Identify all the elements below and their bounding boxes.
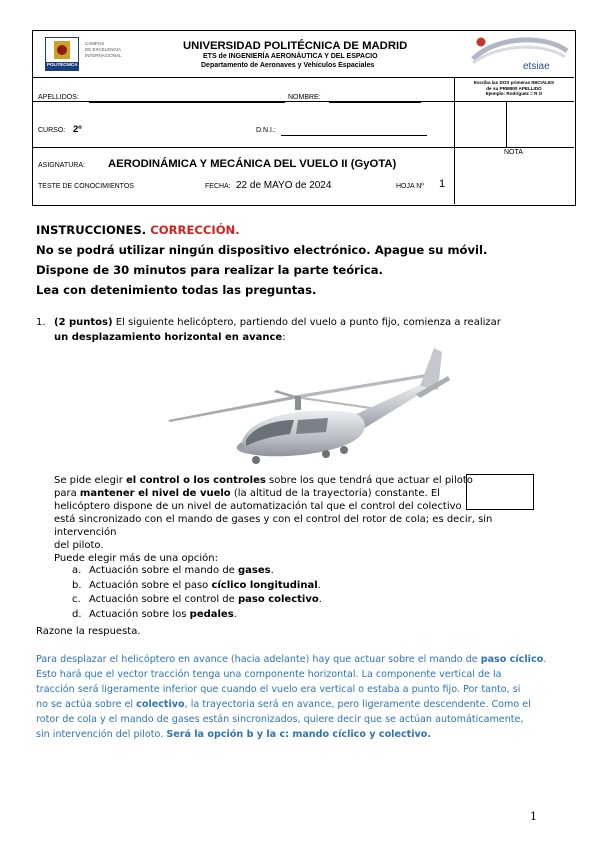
apellidos-field[interactable] (89, 102, 285, 103)
nota-label: NOTA (504, 149, 523, 156)
option-c: c. Actuación sobre el control de paso colectivo. (72, 594, 322, 605)
dni-field[interactable] (281, 135, 427, 136)
exam-header-box (32, 30, 576, 206)
option-b: b. Actuación sobre el paso cíclico longitudinal. (72, 579, 321, 591)
dni-label: D.N.I.: (256, 127, 276, 134)
nombre-label: NOMBRE: (288, 94, 321, 101)
instructions-title: INSTRUCCIONES. CORRECCIÓN. (36, 223, 240, 237)
curso-value: 2º (73, 124, 82, 135)
option-a: a. Actuación sobre el mando de gases. (72, 565, 274, 576)
instruction-line: Dispone de 30 minutos para realizar la parte teórica. (36, 263, 383, 277)
hoja-label: HOJA Nº (396, 183, 424, 190)
initial-box-2[interactable] (507, 102, 574, 147)
department-name: Departamento de Aeronaves y Vehículos Espaciales (201, 62, 375, 69)
asignatura-value: AERODINÁMICA Y MECÁNICA DEL VUELO II (GyOTA) (108, 158, 397, 170)
question-intro: (2 puntos) El siguiente helicóptero, partiendo del vuelo a punto fijo, comienza a realizar un desplazamiento horizontal en avance: (54, 317, 501, 343)
upm-logo: POLITÉCNICA (45, 37, 79, 71)
option-d: d. Actuación sobre los pedales. (72, 608, 237, 620)
curso-label: CURSO: (38, 127, 66, 134)
nota-field[interactable] (455, 159, 574, 203)
school-name: ETS de INGENIERÍA AERONÁUTICA Y DEL ESPACIO (203, 53, 378, 60)
campus-label: CAMPUS DE EXCELENCIA INTERNACIONAL (85, 41, 122, 58)
teste-label: TESTE DE CONOCIMIENTOS (38, 183, 134, 190)
etsiae-logo: etsiae (467, 33, 571, 75)
page-number: 1 (530, 810, 537, 823)
options-list (72, 564, 472, 622)
helicopter-image (158, 346, 458, 470)
correction-label: CORRECCIÓN. (150, 223, 240, 237)
asignatura-label: ASIGNATURA: (38, 162, 85, 169)
hoja-value: 1 (439, 178, 446, 190)
instruction-line: Lea con detenimiento todas las preguntas. (36, 283, 317, 297)
initial-box-1[interactable] (455, 102, 506, 147)
correction-answer: Para desplazar el helicóptero en avance (hacia adelante) hay que actuar sobre el mando de paso cíclico. Esto hará que el vector tracción tenga una componente horizontal. La componente vertical de la tracción será ligeramente inferior que cuando el vuelo era vertical o estaba a punto fijo. Por tanto, si no se actúa sobre el colectivo, la trayectoria será en avance, pero ligeramente descendente. Como el rotor de cola y el mando de gases están sincronizados, quiere decir que se actúan automáticamente, sin intervención del piloto. Será la opción b y la c: mando cíclico y colectivo. (36, 654, 547, 740)
question-body: Se pide elegir el control o los controles sobre los que tendrá que actuar el piloto para mantener el nivel de vuelo (la altitud de la trayectoria) constante. El helicóptero dispone de un nivel de automatización tal que el control del colectivo está sincronizado con el mando de gases y con el control del rotor de cola; es decir, sin intervención del piloto. Puede elegir más de una opción: (54, 475, 493, 564)
initials-note: Escriba las DOS primeras INICIALES de su PRIMER APELLIDO Ejemplo: Rodríguez = R O (473, 80, 555, 96)
apellidos-label: APELLIDOS: (38, 94, 79, 101)
nombre-field[interactable] (329, 102, 421, 103)
fecha-value: 22 de MAYO de 2024 (236, 180, 332, 191)
instruction-line: No se podrá utilizar ningún dispositivo electrónico. Apague su móvil. (36, 243, 488, 257)
razone-line: Razone la respuesta. (36, 626, 141, 637)
fecha-label: FECHA: (205, 183, 231, 190)
instructions (36, 220, 576, 300)
question-number: 1. (36, 317, 46, 328)
university-name: UNIVERSIDAD POLITÉCNICA DE MADRID (183, 40, 408, 52)
